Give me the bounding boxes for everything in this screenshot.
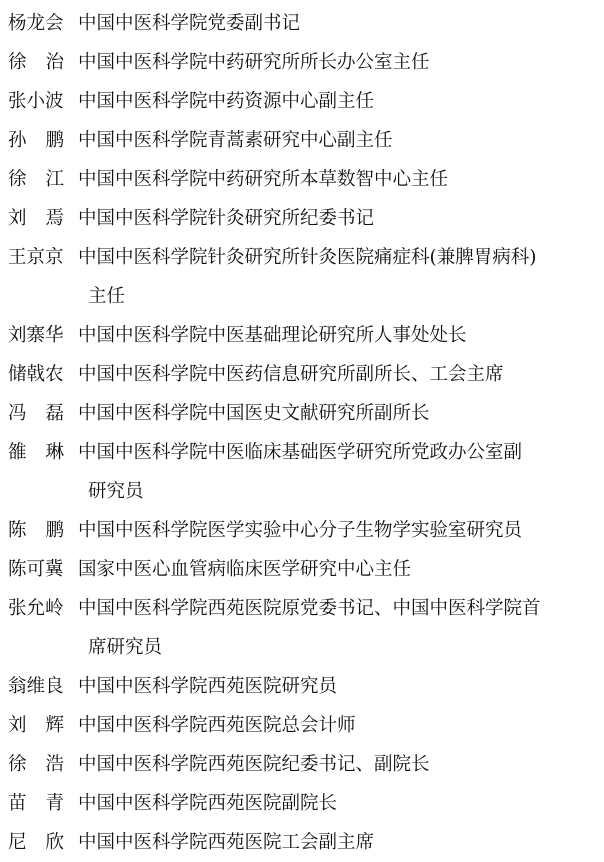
title-line: 中国中医科学院中医药信息研究所副所长、工会主席 bbox=[78, 364, 504, 385]
person-name: 雒 琳 bbox=[8, 442, 64, 463]
title-line: 中国中医科学院西苑医院原党委书记、中国中医科学院首 bbox=[78, 598, 541, 619]
person-name: 张小波 bbox=[8, 91, 64, 112]
list-item bbox=[0, 745, 604, 784]
title-line: 中国中医科学院西苑医院总会计师 bbox=[78, 715, 356, 736]
title-line: 中国中医科学院中医基础理论研究所人事处处长 bbox=[78, 325, 467, 346]
list-item bbox=[0, 511, 604, 550]
list-item bbox=[0, 316, 604, 355]
person-name: 王京京 bbox=[8, 247, 64, 268]
person-name: 刘 辉 bbox=[8, 715, 64, 736]
person-title bbox=[78, 4, 604, 43]
person-name: 徐 浩 bbox=[8, 754, 64, 775]
person-name: 翁维良 bbox=[8, 676, 64, 697]
title-line: 中国中医科学院中医临床基础医学研究所党政办公室副 bbox=[78, 442, 523, 463]
person-title bbox=[78, 589, 604, 667]
person-name: 张允岭 bbox=[8, 598, 64, 619]
person-title bbox=[78, 316, 604, 355]
person-title bbox=[78, 394, 604, 433]
person-title bbox=[78, 784, 604, 823]
title-continuation-line: 主任 bbox=[88, 286, 126, 307]
title-line: 中国中医科学院西苑医院工会副主席 bbox=[78, 832, 375, 853]
list-item bbox=[0, 4, 604, 43]
person-title bbox=[78, 121, 604, 160]
title-line: 中国中医科学院西苑医院研究员 bbox=[78, 676, 338, 697]
person-title bbox=[78, 43, 604, 82]
title-continuation-line: 研究员 bbox=[88, 481, 144, 502]
title-line: 中国中医科学院医学实验中心分子生物学实验室研究员 bbox=[78, 520, 523, 541]
list-item bbox=[0, 394, 604, 433]
person-name: 徐 治 bbox=[8, 52, 64, 73]
list-item bbox=[0, 355, 604, 394]
list-item bbox=[0, 589, 604, 667]
person-title bbox=[78, 706, 604, 745]
person-name: 杨龙会 bbox=[8, 13, 64, 34]
person-name: 刘寨华 bbox=[8, 325, 64, 346]
list-item bbox=[0, 823, 604, 862]
list-item bbox=[0, 199, 604, 238]
person-title bbox=[78, 82, 604, 121]
person-title bbox=[78, 823, 604, 862]
title-line: 中国中医科学院西苑医院副院长 bbox=[78, 793, 338, 814]
person-name: 尼 欣 bbox=[8, 832, 64, 853]
list-item bbox=[0, 82, 604, 121]
person-title bbox=[78, 199, 604, 238]
person-name: 徐 江 bbox=[8, 169, 64, 190]
person-title bbox=[78, 355, 604, 394]
title-line: 中国中医科学院中药研究所所长办公室主任 bbox=[78, 52, 430, 73]
list-item bbox=[0, 121, 604, 160]
title-line: 中国中医科学院中药资源中心副主任 bbox=[78, 91, 375, 112]
list-item bbox=[0, 238, 604, 316]
person-title bbox=[78, 550, 604, 589]
person-name: 苗 青 bbox=[8, 793, 64, 814]
person-name: 陈 鹏 bbox=[8, 520, 64, 541]
person-title bbox=[78, 433, 604, 511]
list-item bbox=[0, 550, 604, 589]
list-item bbox=[0, 433, 604, 511]
list-item bbox=[0, 706, 604, 745]
person-title bbox=[78, 667, 604, 706]
person-name: 冯 磊 bbox=[8, 403, 64, 424]
title-line: 国家中医心血管病临床医学研究中心主任 bbox=[78, 559, 412, 580]
title-line: 中国中医科学院西苑医院纪委书记、副院长 bbox=[78, 754, 430, 775]
title-line: 中国中医科学院党委副书记 bbox=[78, 13, 301, 34]
title-line: 中国中医科学院中国医史文献研究所副所长 bbox=[78, 403, 430, 424]
list-item bbox=[0, 784, 604, 823]
title-line: 中国中医科学院针灸研究所针灸医院痛症科(兼脾胃病科) bbox=[78, 247, 537, 268]
title-line: 中国中医科学院针灸研究所纪委书记 bbox=[78, 208, 375, 229]
person-title bbox=[78, 160, 604, 199]
title-line: 中国中医科学院青蒿素研究中心副主任 bbox=[78, 130, 393, 151]
person-title bbox=[78, 511, 604, 550]
list-item bbox=[0, 43, 604, 82]
person-name: 陈可冀 bbox=[8, 559, 64, 580]
list-item bbox=[0, 667, 604, 706]
title-continuation-line: 席研究员 bbox=[88, 637, 163, 658]
person-name: 刘 焉 bbox=[8, 208, 64, 229]
title-line: 中国中医科学院中药研究所本草数智中心主任 bbox=[78, 169, 449, 190]
person-name: 储戟农 bbox=[8, 364, 64, 385]
person-title bbox=[78, 745, 604, 784]
person-title bbox=[78, 238, 604, 316]
list-item bbox=[0, 160, 604, 199]
person-name: 孙 鹏 bbox=[8, 130, 64, 151]
